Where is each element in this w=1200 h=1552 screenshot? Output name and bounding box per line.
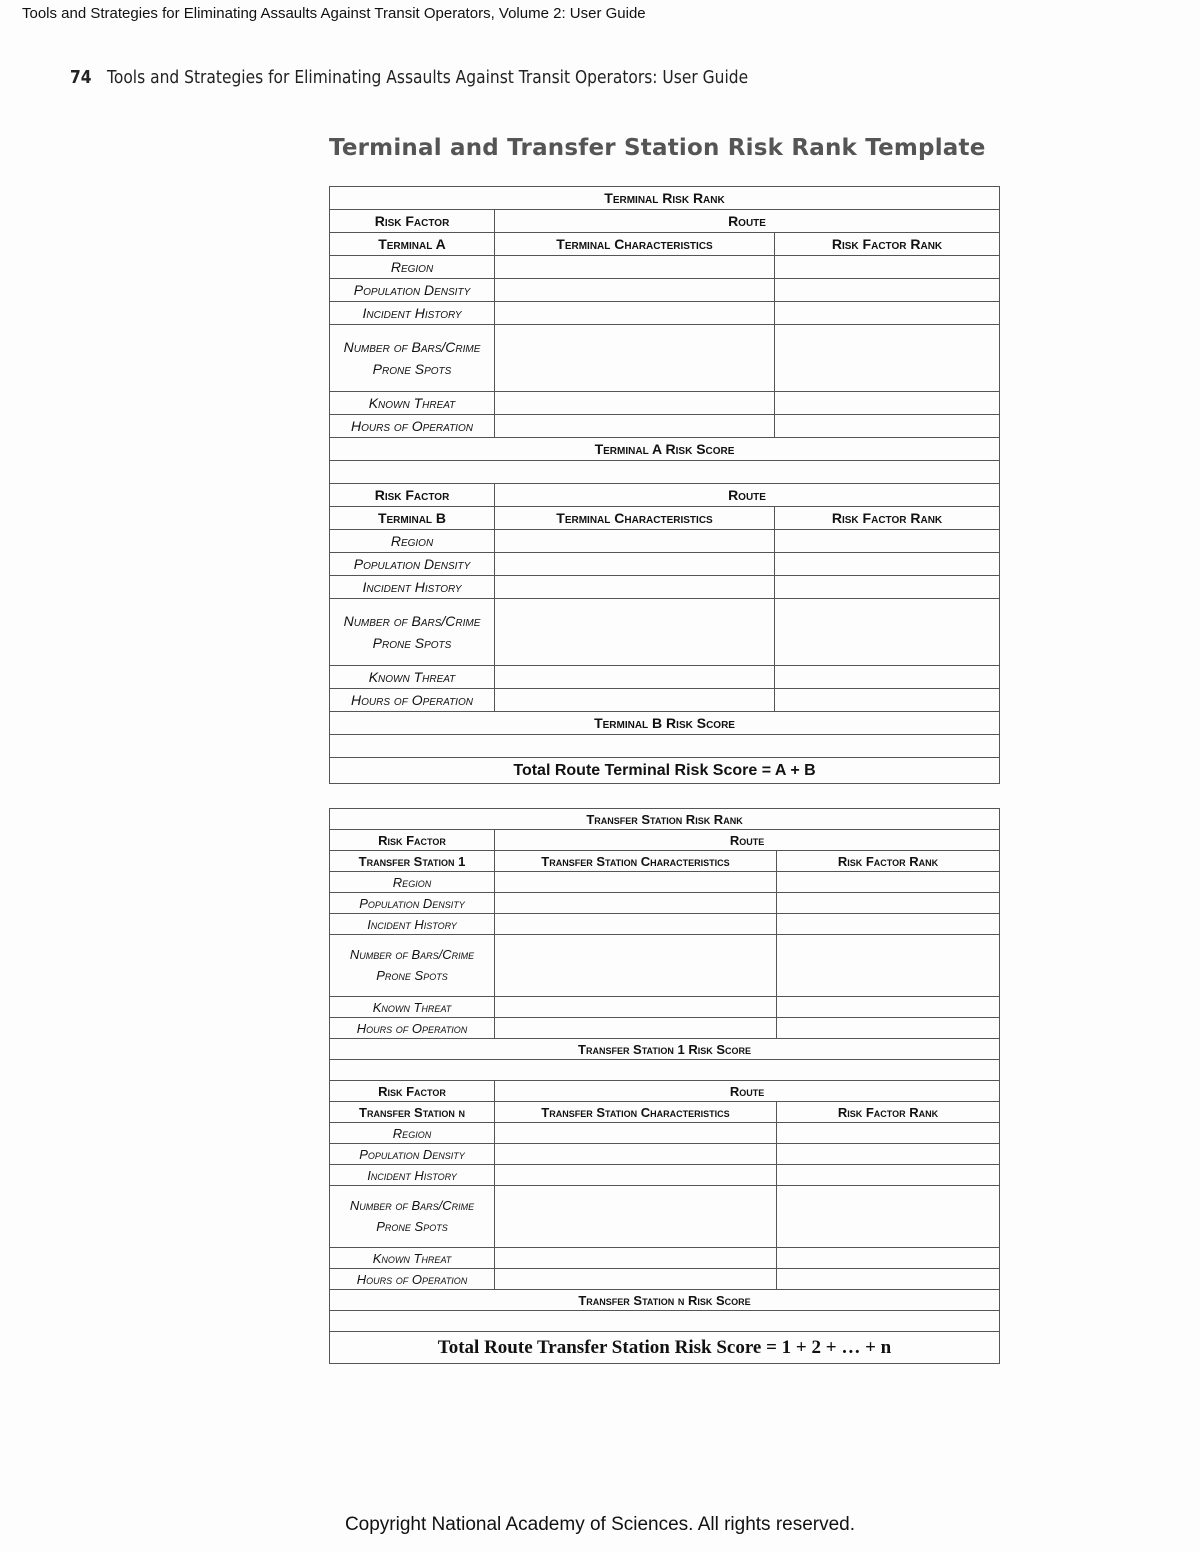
table-row bbox=[330, 914, 1000, 935]
route-header: Route bbox=[495, 484, 1000, 507]
rank-cell bbox=[775, 392, 1000, 415]
table-title-row bbox=[330, 187, 1000, 210]
template-title: Terminal and Transfer Station Risk Rank Template bbox=[329, 135, 986, 161]
table-row bbox=[330, 1269, 1000, 1290]
factor-label: Population Density bbox=[330, 893, 495, 914]
table-row bbox=[330, 576, 1000, 599]
rank-cell bbox=[775, 415, 1000, 438]
transfer-table-title: Transfer Station Risk Rank bbox=[330, 809, 1000, 830]
rank-cell bbox=[777, 1018, 1000, 1039]
factor-label: Number of Bars/Crime Prone Spots bbox=[330, 1186, 495, 1248]
table-row bbox=[330, 325, 1000, 392]
characteristics-header: Terminal Characteristics bbox=[495, 233, 775, 256]
factor-label: Incident History bbox=[330, 302, 495, 325]
section-name: Terminal B bbox=[330, 507, 495, 530]
section-score-label: Terminal A Risk Score bbox=[330, 438, 1000, 461]
page-number: 74 bbox=[70, 67, 92, 88]
factor-label: Region bbox=[330, 1123, 495, 1144]
risk-factor-header: Risk Factor bbox=[330, 1081, 495, 1102]
table-row bbox=[330, 1123, 1000, 1144]
route-header: Route bbox=[495, 1081, 1000, 1102]
section-name: Transfer Station n bbox=[330, 1102, 495, 1123]
table-row bbox=[330, 1018, 1000, 1039]
copyright-notice: Copyright National Academy of Sciences. All rights reserved. bbox=[344, 1514, 856, 1535]
table-row bbox=[330, 872, 1000, 893]
factor-label: Number of Bars/Crime Prone Spots bbox=[330, 935, 495, 997]
section-name: Terminal A bbox=[330, 233, 495, 256]
table-row bbox=[330, 893, 1000, 914]
rank-cell bbox=[775, 530, 1000, 553]
table-row bbox=[330, 392, 1000, 415]
rank-cell bbox=[777, 1144, 1000, 1165]
rank-header: Risk Factor Rank bbox=[777, 1102, 1000, 1123]
table-row bbox=[330, 1186, 1000, 1248]
characteristics-cell bbox=[495, 1123, 777, 1144]
rank-cell bbox=[777, 1165, 1000, 1186]
characteristics-cell bbox=[495, 302, 775, 325]
rank-cell bbox=[777, 1123, 1000, 1144]
rank-cell bbox=[777, 997, 1000, 1018]
table-row bbox=[330, 553, 1000, 576]
rank-cell bbox=[777, 1248, 1000, 1269]
factor-label: Region bbox=[330, 872, 495, 893]
characteristics-cell bbox=[495, 666, 775, 689]
rank-cell bbox=[775, 325, 1000, 392]
characteristics-cell bbox=[495, 392, 775, 415]
section-score-label: Terminal B Risk Score bbox=[330, 712, 1000, 735]
factor-label: Region bbox=[330, 256, 495, 279]
factor-label: Known Threat bbox=[330, 997, 495, 1018]
rank-cell bbox=[775, 279, 1000, 302]
table-row bbox=[330, 279, 1000, 302]
characteristics-cell bbox=[495, 1269, 777, 1290]
rank-cell bbox=[775, 689, 1000, 712]
section-score-label: Transfer Station 1 Risk Score bbox=[330, 1039, 1000, 1060]
characteristics-cell bbox=[495, 256, 775, 279]
table-row bbox=[330, 689, 1000, 712]
section-score-cell bbox=[330, 461, 1000, 484]
factor-label: Hours of Operation bbox=[330, 689, 495, 712]
terminal-risk-table bbox=[329, 186, 1000, 784]
rank-cell bbox=[777, 1186, 1000, 1248]
table-row bbox=[330, 935, 1000, 997]
rank-cell bbox=[777, 872, 1000, 893]
total-score-label: Total Route Terminal Risk Score = A + B bbox=[330, 758, 1000, 784]
rank-cell bbox=[775, 666, 1000, 689]
terminal-table-title: Terminal Risk Rank bbox=[330, 187, 1000, 210]
factor-label: Population Density bbox=[330, 553, 495, 576]
characteristics-cell bbox=[495, 1186, 777, 1248]
table-row bbox=[330, 302, 1000, 325]
section-score-label: Transfer Station n Risk Score bbox=[330, 1290, 1000, 1311]
factor-label: Number of Bars/Crime Prone Spots bbox=[330, 599, 495, 666]
section-score-cell bbox=[330, 1311, 1000, 1332]
factor-label: Population Density bbox=[330, 1144, 495, 1165]
factor-label: Incident History bbox=[330, 1165, 495, 1186]
characteristics-cell bbox=[495, 914, 777, 935]
rank-cell bbox=[775, 256, 1000, 279]
characteristics-cell bbox=[495, 530, 775, 553]
running-head bbox=[70, 67, 748, 88]
factor-label: Known Threat bbox=[330, 392, 495, 415]
table-row bbox=[330, 530, 1000, 553]
factor-label: Hours of Operation bbox=[330, 415, 495, 438]
table-row bbox=[330, 1248, 1000, 1269]
table-title-row bbox=[330, 809, 1000, 830]
table-row bbox=[330, 599, 1000, 666]
characteristics-cell bbox=[495, 1248, 777, 1269]
total-score-label: Total Route Transfer Station Risk Score = 1 + 2 + … + n bbox=[330, 1332, 1000, 1364]
characteristics-cell bbox=[495, 1144, 777, 1165]
rank-cell bbox=[777, 893, 1000, 914]
rank-cell bbox=[775, 576, 1000, 599]
characteristics-cell bbox=[495, 325, 775, 392]
rank-header: Risk Factor Rank bbox=[775, 233, 1000, 256]
rank-cell bbox=[775, 553, 1000, 576]
characteristics-header: Transfer Station Characteristics bbox=[495, 851, 777, 872]
table-row bbox=[330, 666, 1000, 689]
characteristics-cell bbox=[495, 279, 775, 302]
table-row bbox=[330, 1165, 1000, 1186]
table-row bbox=[330, 997, 1000, 1018]
rank-cell bbox=[775, 302, 1000, 325]
rank-cell bbox=[777, 1269, 1000, 1290]
rank-cell bbox=[777, 914, 1000, 935]
characteristics-cell bbox=[495, 689, 775, 712]
running-head-title: Tools and Strategies for Eliminating Assaults Against Transit Operators: User Guide bbox=[107, 67, 749, 88]
characteristics-cell bbox=[495, 415, 775, 438]
rank-header: Risk Factor Rank bbox=[775, 507, 1000, 530]
characteristics-cell bbox=[495, 935, 777, 997]
characteristics-cell bbox=[495, 599, 775, 666]
factor-label: Number of Bars/Crime Prone Spots bbox=[330, 325, 495, 392]
risk-factor-header: Risk Factor bbox=[330, 210, 495, 233]
section-name: Transfer Station 1 bbox=[330, 851, 495, 872]
table-row bbox=[330, 415, 1000, 438]
factor-label: Incident History bbox=[330, 914, 495, 935]
section-score-cell bbox=[330, 1060, 1000, 1081]
transfer-station-risk-table bbox=[329, 808, 1000, 1364]
factor-label: Incident History bbox=[330, 576, 495, 599]
risk-factor-header: Risk Factor bbox=[330, 484, 495, 507]
characteristics-cell bbox=[495, 576, 775, 599]
factor-label: Population Density bbox=[330, 279, 495, 302]
risk-factor-header: Risk Factor bbox=[330, 830, 495, 851]
table-row bbox=[330, 1144, 1000, 1165]
characteristics-cell bbox=[495, 872, 777, 893]
characteristics-cell bbox=[495, 893, 777, 914]
route-header: Route bbox=[495, 830, 1000, 851]
route-header: Route bbox=[495, 210, 1000, 233]
table-row bbox=[330, 256, 1000, 279]
rank-cell bbox=[777, 935, 1000, 997]
factor-label: Hours of Operation bbox=[330, 1269, 495, 1290]
section-score-cell bbox=[330, 735, 1000, 758]
characteristics-header: Terminal Characteristics bbox=[495, 507, 775, 530]
rank-header: Risk Factor Rank bbox=[777, 851, 1000, 872]
characteristics-cell bbox=[495, 553, 775, 576]
characteristics-cell bbox=[495, 1018, 777, 1039]
factor-label: Known Threat bbox=[330, 666, 495, 689]
document-header: Tools and Strategies for Eliminating Assaults Against Transit Operators, Volume 2: User Guide bbox=[22, 5, 646, 22]
factor-label: Region bbox=[330, 530, 495, 553]
characteristics-cell bbox=[495, 1165, 777, 1186]
factor-label: Known Threat bbox=[330, 1248, 495, 1269]
rank-cell bbox=[775, 599, 1000, 666]
characteristics-cell bbox=[495, 997, 777, 1018]
characteristics-header: Transfer Station Characteristics bbox=[495, 1102, 777, 1123]
factor-label: Hours of Operation bbox=[330, 1018, 495, 1039]
